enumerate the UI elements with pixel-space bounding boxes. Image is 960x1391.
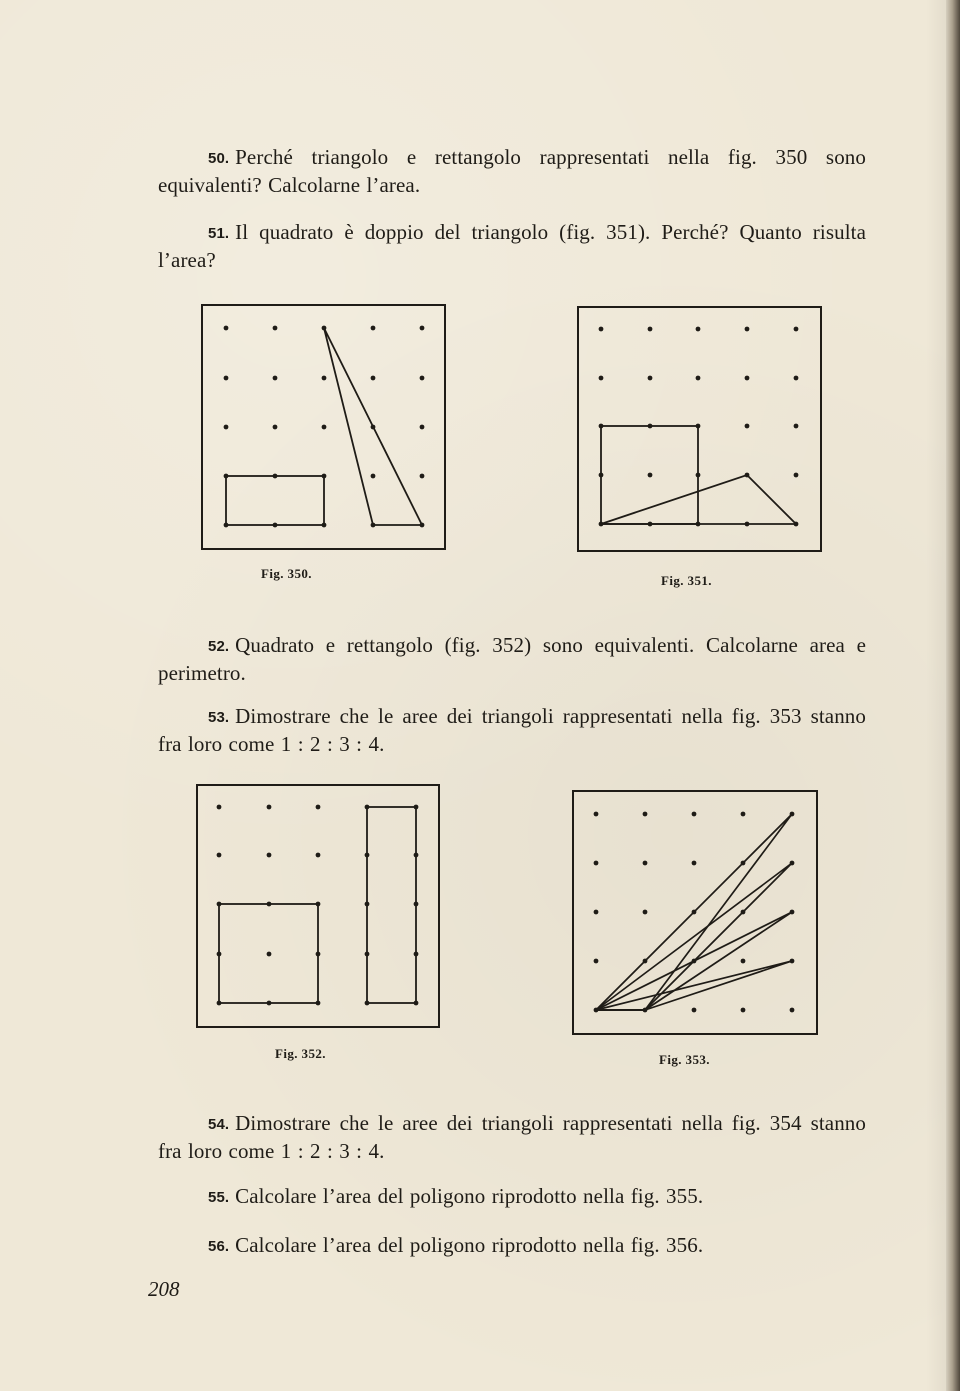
exercise-51 [158, 219, 866, 274]
triangle-2 [596, 912, 792, 1010]
exercise-text: Calcolare l’area del poligono riprodotto nella fig. 356. [235, 1233, 704, 1257]
exercise-text: Il quadrato è doppio del triangolo (fig. 351). Perché? Quanto risulta l’area? [158, 220, 866, 272]
exercise-number: 52. [208, 638, 230, 655]
exercise-number: 56. [208, 1238, 230, 1255]
figure-caption: Fig. 353. [659, 1052, 710, 1067]
exercise-number: 54. [208, 1116, 230, 1133]
exercise-number: 55. [208, 1189, 230, 1206]
exercise-text: Perché triangolo e rettangolo rappresentati nella fig. 350 sono equivalenti? Calcolarne l’area. [158, 145, 866, 197]
exercise-55 [158, 1183, 866, 1211]
figure-351 [576, 305, 824, 555]
exercise-54 [158, 1110, 866, 1165]
page-edge [946, 0, 960, 1391]
figure-350 [200, 303, 448, 553]
exercise-number: 50. [208, 150, 230, 167]
rectangle [226, 476, 324, 525]
triangle-1 [596, 961, 792, 1010]
exercise-number: 51. [208, 225, 230, 242]
exercise-text: Quadrato e rettangolo (fig. 352) sono equivalenti. Calcolarne area e perimetro. [158, 633, 866, 685]
figure-352 [195, 783, 443, 1031]
figure-caption: Fig. 350. [261, 566, 312, 581]
exercise-text: Dimostrare che le aree dei triangoli rappresentati nella fig. 353 stanno fra loro come 1 : 2 : 3 : 4. [158, 704, 866, 756]
exercise-53 [158, 703, 866, 758]
exercise-50 [158, 144, 866, 199]
page-number: 208 [148, 1277, 180, 1301]
exercise-text: Dimostrare che le aree dei triangoli rappresentati nella fig. 354 stanno fra loro come 1 : 2 : 3 : 4. [158, 1111, 866, 1163]
exercise-52 [158, 632, 866, 687]
figure-caption: Fig. 351. [661, 573, 712, 588]
rectangle [367, 807, 416, 1003]
exercise-number: 53. [208, 709, 230, 726]
figure-353 [571, 789, 820, 1037]
figure-frame [578, 307, 821, 551]
triangle [324, 328, 422, 525]
triangle-3 [596, 863, 792, 1010]
page-gutter-shadow [926, 0, 946, 1391]
exercise-56 [158, 1232, 866, 1260]
exercise-text: Calcolare l’area del poligono riprodotto nella fig. 355. [235, 1184, 704, 1208]
triangle-4 [596, 814, 792, 1010]
figure-caption: Fig. 352. [275, 1046, 326, 1061]
